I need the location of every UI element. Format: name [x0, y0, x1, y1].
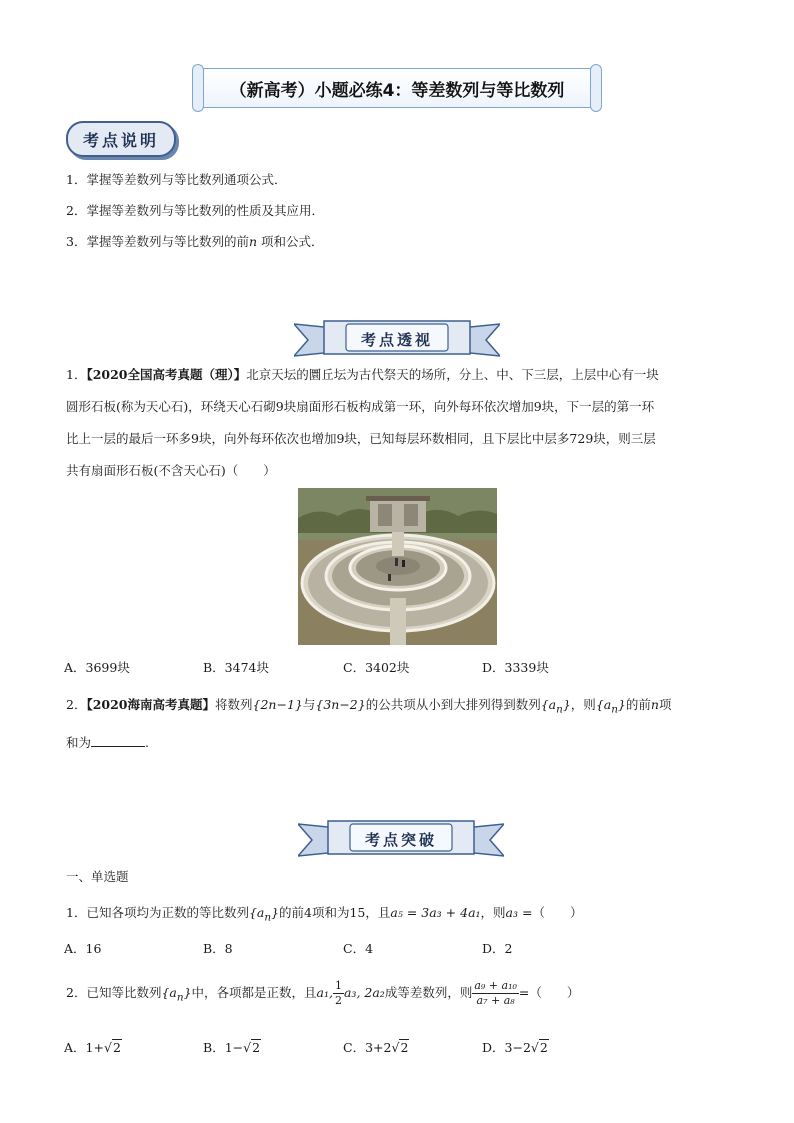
p2-option-d-label: D． — [482, 1040, 505, 1055]
q2-seq-3-sub: n — [556, 703, 563, 716]
q1-line-1 — [66, 366, 659, 384]
p2-option-d-radicand: 2 — [539, 1040, 548, 1055]
p2-eq: = — [518, 985, 530, 1000]
ribbon-label-2: 考点突破 — [364, 831, 437, 849]
p2-half-den: 2 — [334, 994, 342, 1007]
p1-option-b: B．8 — [203, 941, 233, 956]
p1-option-a: A．16 — [64, 941, 102, 956]
q1-text-1: 北京天坛的圜丘坛为古代祭天的场所，分上、中、下三层，上层中心有一块 — [246, 367, 659, 382]
p2-seq-open: {a — [161, 985, 177, 1000]
p2-seq — [161, 985, 192, 1004]
q2-seq-4-close: } — [617, 697, 626, 712]
objective-3-tail: 项和公式． — [257, 234, 324, 249]
p2-paren: （ ） — [529, 985, 580, 1000]
p2-ratio-fraction — [472, 979, 519, 1008]
section-badge-explanation — [66, 121, 176, 157]
q1-source: 【2020全国高考真题（理）】 — [86, 367, 247, 382]
title-banner — [192, 64, 602, 110]
p1-seq-open: {a — [248, 905, 265, 920]
p2-option-a-radicand: 2 — [112, 1040, 121, 1055]
q1-line-3: 比上一层的最后一环多9块，向外每环依次也增加9块，已知每层环数相同，且下层比中层多729块，则三层 — [66, 431, 656, 446]
q2-var-n: n — [650, 697, 659, 712]
objective-3 — [66, 233, 324, 251]
p2-option-d — [482, 1038, 549, 1056]
p2-text-c: 成等差数列，则 — [384, 985, 473, 1000]
objective-2: 2．掌握等差数列与等比数列的性质及其应用． — [66, 203, 324, 218]
q2-line-1 — [66, 695, 671, 716]
p2-option-a-pre: 1+ — [85, 1040, 104, 1055]
temple-altar-photo — [298, 488, 497, 645]
p1-ask: a₃ = — [505, 905, 533, 920]
q2-answer-blank — [91, 734, 145, 747]
page-title: （新高考）小题必练4：等差数列与等比数列 — [229, 81, 565, 101]
p1-condition: a₅ = 3a₃ + 4a₁ — [390, 905, 481, 920]
p1-text-b: 的前4项和为15，且 — [279, 905, 391, 920]
p1-seq-sub: n — [264, 911, 272, 924]
q2-seq-3-close: } — [562, 697, 571, 712]
p2-option-c-pre: 3+2 — [365, 1040, 392, 1055]
q2-text-e: 的前 — [625, 697, 651, 712]
q2-seq-3-open: {a — [540, 697, 557, 712]
p1-paren: （ ） — [532, 905, 583, 920]
p2-option-d-pre: 3−2 — [504, 1040, 531, 1055]
objective-3-text: 3．掌握等差数列与等比数列的前 — [66, 234, 249, 249]
q1-option-a: A．3699块 — [64, 660, 130, 675]
badge-label: 考点说明 — [82, 131, 159, 150]
p2-text-a: 2．已知等比数列 — [66, 985, 162, 1000]
p1-seq-close: } — [271, 905, 280, 920]
p2-option-b — [203, 1038, 261, 1056]
q2-line-2-text: 和为 — [66, 735, 92, 750]
p1-line — [66, 903, 582, 924]
q2-seq-4-open: {a — [595, 697, 612, 712]
q1-option-c: C．3402块 — [343, 660, 410, 675]
q2-text-a: 将数列 — [215, 697, 253, 712]
q2-source: 【2020海南高考真题】 — [86, 697, 215, 712]
p2-option-a-label: A． — [64, 1040, 86, 1055]
p1-option-c: C．4 — [343, 941, 374, 956]
q1-number: 1． — [66, 367, 87, 382]
sqrt-symbol: √ — [243, 1040, 252, 1055]
q2-seq-4 — [595, 697, 626, 716]
sqrt-symbol: √ — [530, 1040, 539, 1055]
p2-half-fraction — [333, 979, 344, 1008]
objective-3-var: n — [248, 234, 258, 249]
q2-number: 2． — [66, 697, 87, 712]
section-ribbon-tou — [294, 318, 500, 358]
sqrt-symbol: √ — [391, 1040, 400, 1055]
q2-text-d: ，则 — [570, 697, 596, 712]
p1-text-a: 1．已知各项均为正数的等比数列 — [66, 905, 249, 920]
part-heading: 一、单选题 — [66, 869, 129, 884]
q2-text-b: 与 — [302, 697, 316, 712]
q2-text-f: 项 — [658, 697, 672, 712]
ribbon-label: 考点透视 — [360, 331, 433, 349]
q2-text-c: 的公共项从小到大排列得到数列 — [365, 697, 541, 712]
p2-option-b-radicand: 2 — [252, 1040, 261, 1055]
p2-seq-sub: n — [176, 991, 184, 1004]
section-ribbon-tu — [298, 818, 504, 858]
q2-line-2 — [66, 733, 149, 751]
q1-line-4: 共有扇面形石板(不含天心石)（ ） — [66, 463, 276, 478]
q2-seq-3 — [540, 697, 571, 716]
p2-ratio-den: a₇ + a₈ — [476, 994, 515, 1007]
p2-option-c — [343, 1038, 409, 1056]
q2-period: . — [145, 735, 149, 750]
q1-option-b: B．3474块 — [203, 660, 269, 675]
p2-option-a — [64, 1038, 122, 1056]
sqrt-symbol: √ — [103, 1040, 112, 1055]
p1-text-c: ，则 — [480, 905, 506, 920]
q1-line-2: 圆形石板(称为天心石)，环绕天心石砌9块扇面形石板构成第一环，向外每环依次增加9块，下一层的第一环 — [66, 399, 655, 414]
p2-half-num: 1 — [334, 979, 342, 992]
p2-line — [66, 974, 579, 1017]
p2-option-b-pre: 1− — [224, 1040, 244, 1055]
p2-terms-a: a₁, — [316, 985, 333, 1000]
p2-text-b: 中，各项都是正数，且 — [191, 985, 317, 1000]
p2-option-c-radicand: 2 — [400, 1040, 409, 1055]
p2-seq-close: } — [183, 985, 192, 1000]
q2-seq-1: {2n−1} — [252, 697, 303, 712]
objective-1: 1．掌握等差数列与等比数列通项公式． — [66, 172, 287, 187]
p1-option-d: D．2 — [482, 941, 513, 956]
p2-option-c-label: C． — [343, 1040, 366, 1055]
q2-seq-4-sub: n — [611, 703, 618, 716]
p2-terms-b: a₃, 2a₂ — [343, 985, 385, 1000]
p2-ratio-num: a₉ + a₁₀ — [474, 979, 517, 992]
p2-option-b-label: B． — [203, 1040, 225, 1055]
q1-option-d: D．3339块 — [482, 660, 549, 675]
p1-seq — [248, 905, 280, 924]
q2-seq-2: {3n−2} — [315, 697, 366, 712]
